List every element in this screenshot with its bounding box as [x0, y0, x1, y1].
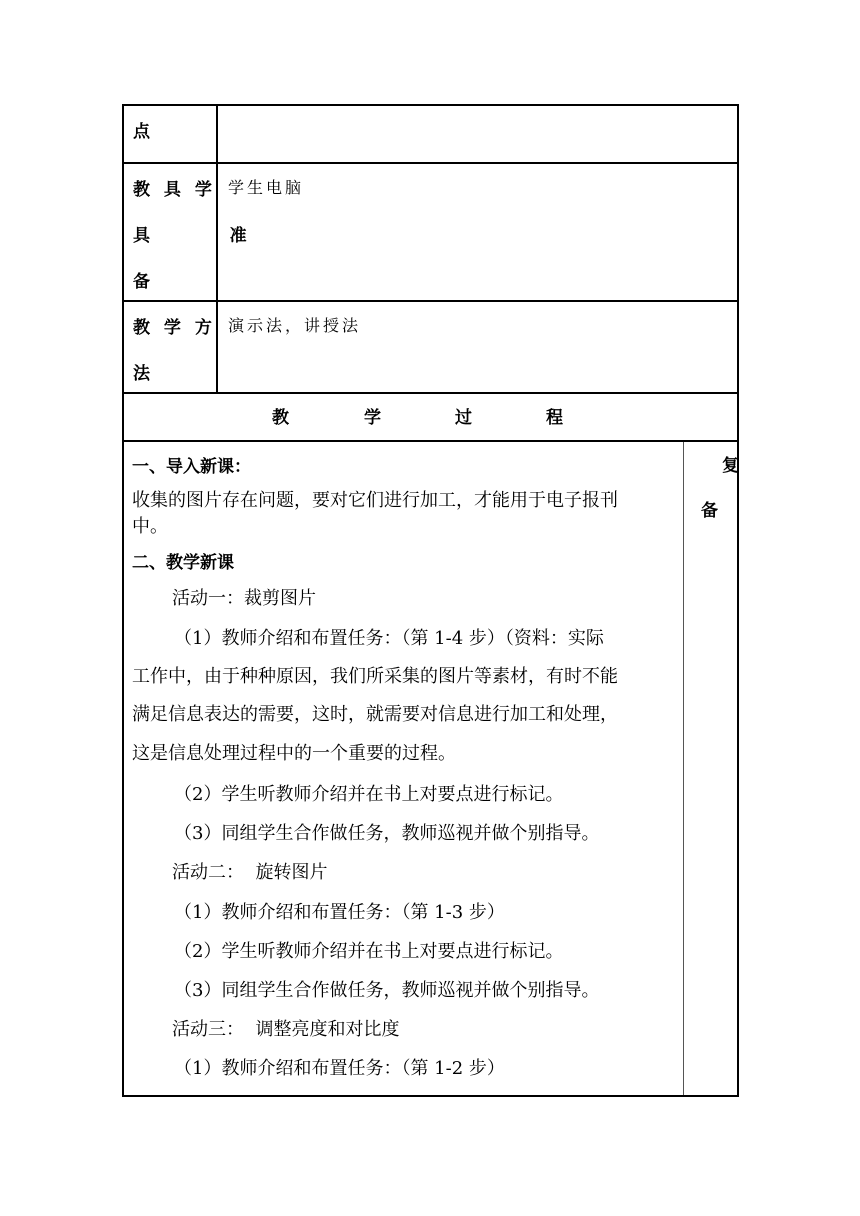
row-dian-value-cell — [218, 106, 737, 162]
row-process-content — [124, 442, 737, 1095]
activity1-step1-line3: 满足信息表达的需要，这时，就需要对信息进行加工和处理， — [132, 704, 618, 725]
section2-title: 二、教学新课 — [132, 553, 234, 573]
activity3-step1: （1）教师介绍和布置任务：（第 1-2 步） — [174, 1058, 505, 1079]
row-fangfa-label-line2: 法 — [133, 364, 150, 384]
row-process-heading — [124, 394, 737, 442]
heading-char-2: 学 — [364, 408, 381, 428]
section1-title: 一、导入新课： — [132, 457, 251, 477]
row-jiaoju — [124, 164, 737, 302]
activity2-step2: （2）学生听教师介绍并在书上对要点进行标记。 — [174, 941, 564, 962]
activity1-step1-line4: 这是信息处理过程中的一个重要的过程。 — [132, 743, 456, 764]
heading-char-4: 程 — [546, 408, 563, 428]
activity1-step2: （2）学生听教师介绍并在书上对要点进行标记。 — [174, 784, 564, 805]
activity2-step1: （1）教师介绍和布置任务：（第 1-3 步） — [174, 902, 505, 923]
activity1-step1-line2: 工作中，由于种种原因，我们所采集的图片等素材，有时不能 — [132, 666, 618, 687]
row-fangfa-value-cell — [218, 302, 737, 392]
row-dian-label: 点 — [133, 122, 150, 142]
row-fangfa — [124, 302, 737, 394]
process-main-cell — [124, 442, 684, 1095]
row-jiaoju-label-cell — [124, 164, 247, 300]
row-fangfa-label-cell — [124, 302, 218, 392]
activity1-title: 活动一：裁剪图片 — [172, 588, 316, 609]
process-side-cell — [684, 442, 737, 1095]
side-label-fu: 复 — [722, 456, 739, 476]
activity1-step1-line1: （1）教师介绍和布置任务：（第 1-4 步）（资料：实际 — [174, 628, 604, 649]
activity3-title: 活动三： 调整亮度和对比度 — [172, 1019, 400, 1040]
lesson-plan-table — [122, 104, 739, 1097]
row-fangfa-value: 演示法，讲授法 — [228, 316, 362, 335]
row-fangfa-label-line1: 教 学 方 — [133, 318, 212, 338]
heading-char-3: 过 — [455, 408, 472, 428]
activity2-step3: （3）同组学生合作做任务，教师巡视并做个别指导。 — [174, 980, 600, 1001]
heading-char-1: 教 — [272, 408, 289, 428]
section1-text-line1: 收集的图片存在问题，要对它们进行加工，才能用于电子报刊 — [132, 490, 618, 511]
row-dian — [124, 106, 737, 164]
activity2-title: 活动二： 旋转图片 — [172, 862, 328, 883]
row-jiaoju-value-cell — [218, 164, 737, 300]
side-label-bei: 备 — [701, 501, 718, 521]
section1-text-line2: 中。 — [132, 516, 168, 537]
row-jiaoju-label-line3: 备 — [133, 272, 150, 292]
row-jiaoju-label-line1: 教 具 学 — [133, 180, 212, 200]
row-dian-label-cell — [124, 106, 218, 162]
row-jiaoju-value: 学生电脑 — [228, 178, 305, 197]
row-jiaoju-label-line2: 具 准 — [133, 226, 247, 246]
activity1-step3: （3）同组学生合作做任务，教师巡视并做个别指导。 — [174, 823, 600, 844]
